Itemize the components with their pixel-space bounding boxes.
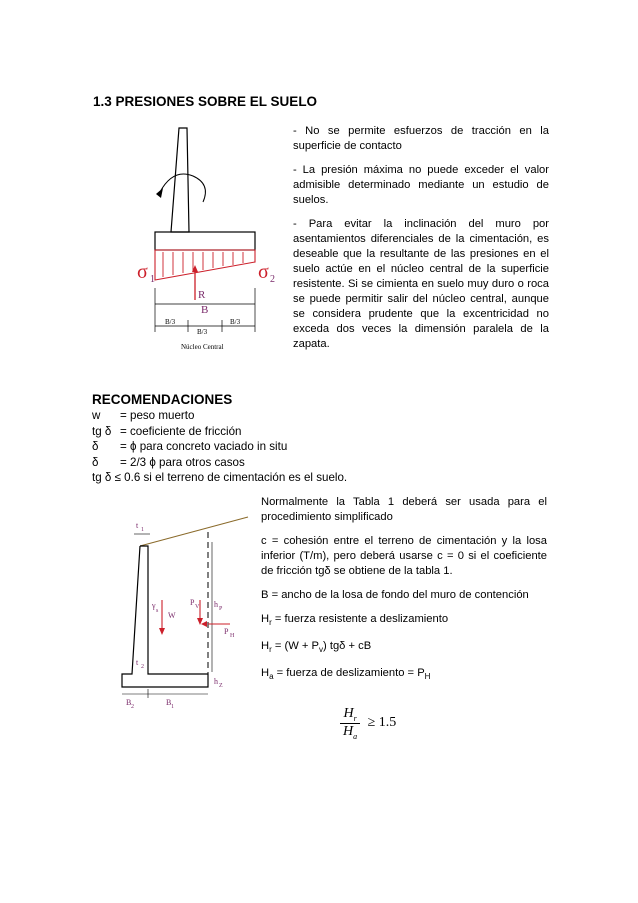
label-third-2: B/3 (197, 328, 208, 336)
paragraph-presion-maxima: - La presión máxima no puede exceder el valor admisible determinado mediante un estudio de suelos. (293, 164, 549, 206)
section-title-presiones: 1.3 PRESIONES SOBRE EL SUELO (93, 94, 318, 109)
label-R: R (198, 289, 206, 301)
paragraph-inclinacion: - Para evitar la inclinación del muro por asentamientos diferenciales de la cimentación, es deseable que la resultante de las presiones en el suelo actúe en el núcleo central de la superficie resistente. Si se cimienta en suelo muy duro o roca se puede permitir salir del núcleo central, aunque se considera prudente que la excentricidad no exceda dos veces la dimensión paralela de la zapata. (293, 218, 549, 350)
paragraph-hr-equation: $H_r = (W + P_v) tg\delta$ + cB (261, 640, 372, 655)
sigma1-sub: 1 (150, 274, 155, 285)
weight-arrow-head (159, 628, 165, 635)
pressure-arrows (163, 252, 243, 277)
label-gamma: γ (152, 601, 156, 610)
formula-numerator: $H_r$ (343, 706, 357, 723)
label-hp: h (214, 600, 218, 609)
label-t2: t (136, 658, 139, 667)
label-Pv: P (190, 598, 195, 607)
formula-denominator: $H_a$ (340, 723, 360, 741)
recommendations-list (92, 408, 552, 486)
paragraph-traccion: - No se permite esfuerzos de tracción en la superficie de contacto (293, 125, 549, 152)
label-hp-sub: P (219, 606, 223, 612)
label-hz-sub: Z (219, 683, 223, 689)
label-t2-sub: 2 (141, 664, 144, 670)
paragraph-tabla-1: Normalmente la Tabla 1 deberá ser usada para el procedimiento simplificado (261, 496, 547, 523)
paragraph-ancho-losa: B = ancho de la losa de fondo del muro de contención (261, 589, 529, 601)
section1-text (293, 124, 549, 352)
label-third-3: B/3 (230, 318, 241, 326)
label-t1: t (136, 521, 139, 530)
moment-arc (160, 174, 205, 202)
label-B1-sub: 1 (171, 704, 174, 710)
label-gamma-sub: s (156, 608, 159, 614)
rec-row-limit: tg δ ≤ 0.6 si el terreno de cimentación es el suelo. (92, 471, 348, 484)
label-third-1: B/3 (165, 318, 176, 326)
sliding-figure (108, 512, 268, 717)
wall-pressure-figure (115, 120, 290, 365)
paragraph-ha: $H_a$ = fuerza de deslizamiento = $P_H$ (261, 667, 431, 682)
rec-row-delta-1: δ = ϕ para concreto vaciado in situ (92, 440, 288, 453)
label-B: B (201, 304, 209, 316)
label-W: W (168, 611, 176, 620)
sigma2-symbol: σ (258, 261, 269, 283)
rec-row-delta-2: δ = 2/3 ϕ para otros casos (92, 455, 245, 469)
label-hz: h (214, 677, 218, 686)
formula-rhs: ≥ 1.5 (367, 715, 397, 731)
recommendations-title: RECOMENDACIONES (92, 392, 233, 407)
rec-row-w: w = peso muerto (92, 409, 195, 422)
pressure-diagram (155, 250, 255, 280)
wall-outline (122, 546, 208, 687)
label-nucleo-central: Núcleo Central (181, 343, 224, 351)
wall-stem (171, 128, 189, 232)
safety-formula (340, 706, 396, 741)
paragraph-cohesion: c = cohesión entre el terreno de cimentación y la losa inferior (T/m), pero deberá usarse c = 0 si el coeficiente de fricción tgδ se obtiene de la tabla 1. (261, 535, 547, 577)
label-B2-sub: 2 (131, 704, 134, 710)
label-PH-sub: H (230, 633, 235, 639)
wall-footing (155, 232, 255, 250)
label-PH: P (224, 627, 229, 636)
label-Pv-sub: V (195, 604, 200, 610)
ph-arrow-head (201, 621, 207, 627)
label-B2: B (126, 698, 132, 707)
backfill-slope (140, 517, 248, 546)
rec-row-tg: tg δ = coeficiente de fricción (92, 424, 242, 438)
sigma2-sub: 2 (270, 274, 275, 285)
sigma1-symbol: σ (137, 261, 148, 283)
label-B1: B (166, 698, 172, 707)
label-t1-sub: 1 (141, 527, 144, 533)
section2-text (261, 495, 547, 685)
paragraph-hr: $H_r$ = fuerza resistente a deslizamiento (261, 613, 449, 628)
moment-arrow-head (156, 188, 163, 198)
